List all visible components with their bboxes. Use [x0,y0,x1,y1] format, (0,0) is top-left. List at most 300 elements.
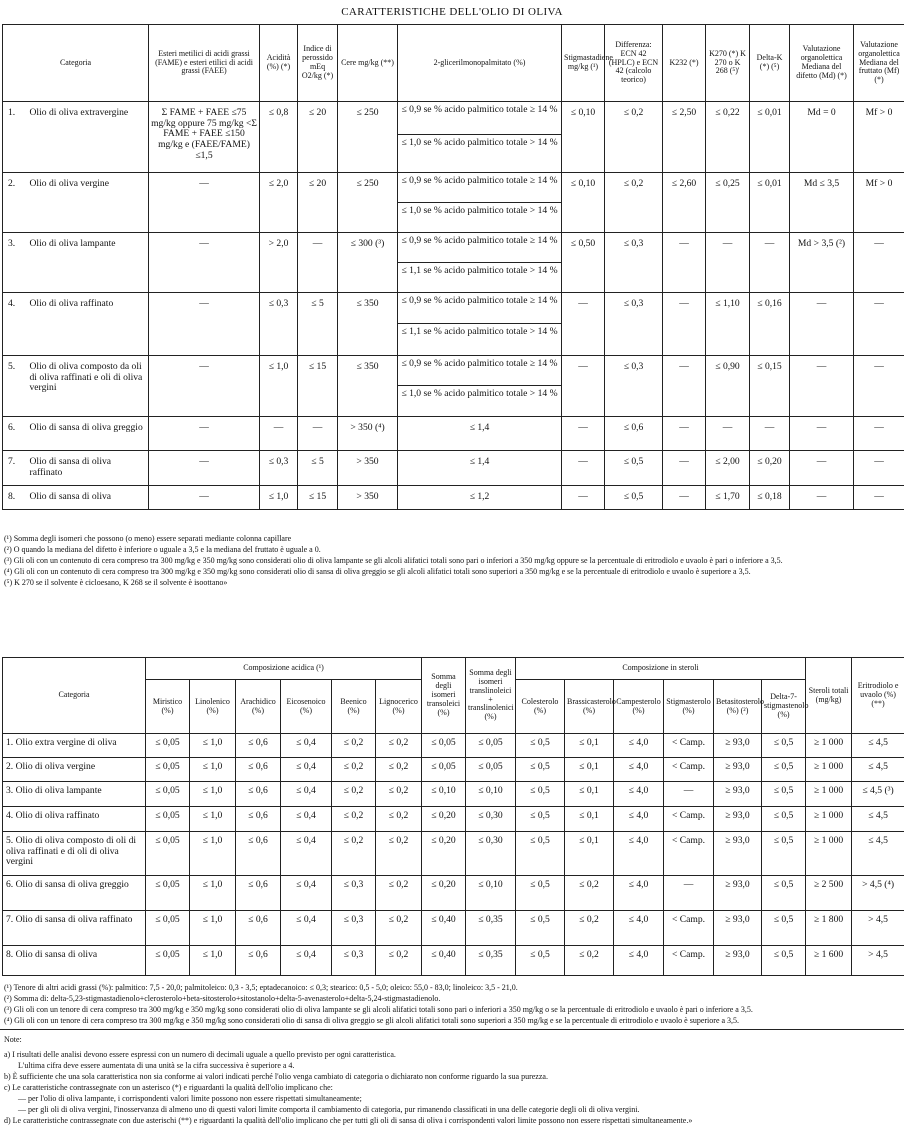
cell-stigmastadiene: ≤ 0,10 [562,102,605,173]
table-cell: ≤ 0,1 [565,807,614,832]
cell-stigmastadiene: ≤ 0,50 [562,233,605,293]
table-cell: ≤ 0,6 [236,911,281,946]
sterol-acid-composition-table [2,657,904,976]
cell-k270: — [706,417,750,451]
header-beenico: Beenico (%) [332,680,376,734]
cell-md: — [790,451,854,486]
table-cell: ≥ 2 500 [806,876,852,911]
header-lignocerico: Lignocerico (%) [376,680,422,734]
footnote: (¹) Somma degli isomeri che possono (o meno) essere separati mediante colonna capillare [4,534,292,543]
table-cell: ≤ 0,05 [146,876,190,911]
table-cell: ≤ 0,05 [146,946,190,976]
table-cell: ≤ 0,20 [422,807,466,832]
cell-cere: > 350 [338,486,398,510]
cell-palmitato: ≤ 1,2 [398,486,562,510]
table-cell: ≤ 0,1 [565,734,614,758]
table-cell: ≤ 0,5 [762,758,806,782]
table-cell: ≤ 0,4 [281,734,332,758]
row-category: Olio di oliva composto da oli di oliva raffinati e oli di oliva vergini [27,356,149,417]
table-cell: ≤ 0,4 [281,946,332,976]
cell-deltak: ≤ 0,01 [750,102,790,173]
cell-acidita: > 2,0 [260,233,298,293]
table-cell: ≤ 0,2 [376,946,422,976]
header-k232: K232 (*) [663,25,706,102]
cell-md: Md ≤ 3,5 [790,173,854,233]
table-cell: ≤ 0,2 [376,876,422,911]
table-cell: ≤ 0,5 [762,734,806,758]
table-cell: ≤ 0,2 [376,734,422,758]
table1-footnotes [4,533,904,588]
table-cell: ≤ 0,5 [516,782,565,807]
table-cell: ≤ 0,40 [422,911,466,946]
header-acidita: Acidità (%) (*) [260,25,298,102]
table-cell: ≥ 1 000 [806,832,852,876]
header-transoleici: Somma degli isomeri transoleici (%) [422,658,466,734]
table-cell: ≤ 0,6 [236,758,281,782]
header-ecn: Differenza: ECN 42 (HPLC) e ECN 42 (calcolo teorico) [605,25,663,102]
header-md: Valutazione organolettica Mediana del difetto (Md) (*) [790,25,854,102]
cell-md: — [790,486,854,510]
row-category: Olio di oliva lampante [27,233,149,293]
cell-stigmastadiene: — [562,486,605,510]
header-linolenico: Linolenico (%) [190,680,236,734]
table-cell: ≥ 1 800 [806,911,852,946]
cell-k270: ≤ 1,70 [706,486,750,510]
cell-k270: ≤ 0,90 [706,356,750,417]
table-cell: ≤ 0,05 [146,734,190,758]
cell-k270: ≤ 0,25 [706,173,750,233]
header-sterol-group: Composizione in steroli [516,658,806,680]
note-item: — per gli oli di oliva vergini, l'inosservanza di almeno uno di questi valori limite comporta il cambiamento di categoria, pur rimanendo classificati in una delle categorie degli oli di oliva vergini. [18,1105,640,1114]
table-cell: ≤ 0,5 [516,876,565,911]
table-cell: ≤ 0,5 [516,758,565,782]
cell-ecn: ≤ 0,5 [605,486,663,510]
table-cell: ≥ 1 000 [806,782,852,807]
cell-fame: — [149,486,260,510]
table-cell: ≤ 1,0 [190,946,236,976]
table-cell: ≤ 1,0 [190,807,236,832]
table-cell: ≤ 0,05 [146,911,190,946]
row-category: Olio di oliva vergine [27,173,149,233]
cell-mf: — [854,233,904,293]
cell-ecn: ≤ 0,5 [605,451,663,486]
cell-acidita: ≤ 1,0 [260,356,298,417]
row-category: Olio di sansa di oliva [27,486,149,510]
table-cell: ≤ 4,0 [614,734,664,758]
cell-md: — [790,417,854,451]
table-cell: ≤ 0,2 [376,758,422,782]
table-cell: ≤ 0,20 [422,876,466,911]
cell-stigmastadiene: — [562,356,605,417]
table-cell: ≤ 0,1 [565,758,614,782]
footnote: (¹) Tenore di altri acidi grassi (%): palmitico: 7,5 - 20,0; palmitoleico: 0,3 - 3,5; eptadecanoico: ≤ 0,3; stearico: 0,5 - 5,0; oleico: 55,0 - 83,0; linoleico: 3,5 - 21,0. [4,983,518,992]
cell-palmitato: ≤ 0,9 se % acido palmitico totale ≥ 14 % [398,233,562,263]
table-cell: ≤ 0,2 [332,734,376,758]
table-cell: ≤ 4,0 [614,832,664,876]
header-translinoleici: Somma degli isomeri translinoleici + translinolenici (%) [466,658,516,734]
row-category: 8. Olio di sansa di oliva [3,946,146,976]
table-cell: ≥ 1 000 [806,734,852,758]
table-cell: ≤ 0,6 [236,832,281,876]
cell-k270: ≤ 0,22 [706,102,750,173]
cell-palmitato: ≤ 1,0 se % acido palmitico totale > 14 % [398,203,562,233]
cell-k232: — [663,417,706,451]
cell-deltak: — [750,233,790,293]
cell-fame: — [149,293,260,356]
cell-perossidi: ≤ 20 [298,102,338,173]
table-cell: ≤ 4,0 [614,946,664,976]
table-cell: ≤ 0,5 [516,832,565,876]
row-number: 7. [3,451,27,486]
table-cell: ≤ 0,3 [332,876,376,911]
table-cell: ≥ 1 000 [806,758,852,782]
cell-perossidi: ≤ 5 [298,451,338,486]
table-row [3,876,904,911]
cell-k232: — [663,233,706,293]
footnote: (⁵) K 270 se il solvente è cicloesano, K 268 se il solvente è isoottano» [4,578,228,587]
cell-k232: ≤ 2,60 [663,173,706,233]
cell-perossidi: ≤ 5 [298,293,338,356]
cell-md: — [790,356,854,417]
cell-ecn: ≤ 0,3 [605,293,663,356]
table-cell: ≤ 0,2 [332,758,376,782]
table-cell: ≤ 0,4 [281,758,332,782]
note-item: a) I risultati delle analisi devono essere espressi con un numero di decimali uguale a quello previsto per ogni caratteristica. [4,1050,396,1059]
table-cell: ≥ 93,0 [714,734,762,758]
table-cell: ≥ 93,0 [714,946,762,976]
divider [0,1029,904,1030]
table-cell: ≤ 0,2 [565,876,614,911]
table-row [3,734,904,758]
cell-ecn: ≤ 0,6 [605,417,663,451]
header-k270: K270 (*) K 270 o K 268 (⁵)' [706,25,750,102]
cell-palmitato: ≤ 1,1 se % acido palmitico totale > 14 % [398,324,562,356]
table-cell: ≤ 0,5 [762,832,806,876]
cell-palmitato: ≤ 1,4 [398,417,562,451]
cell-cere: ≤ 250 [338,102,398,173]
header-steroli-totali: Steroli totali (mg/kg) [806,658,852,734]
table-cell: ≥ 1 600 [806,946,852,976]
cell-fame: — [149,356,260,417]
footnote: (³) Gli oli con un contenuto di cera compreso tra 300 mg/kg e 350 mg/kg sono considerati olio di oliva lampante se gli alcoli alifatici totali sono pari o inferiori a 350 mg/kg oppure se la percentuale di eritrodiolo e uvaolo è pari o inferiore a 3,5. [4,556,783,565]
table-cell: ≤ 0,05 [146,782,190,807]
footnote: (⁴) Gli oli con un tenore di cera compreso tra 300 mg/kg e 350 mg/kg sono considerati olio di sansa di oliva greggio se gli alcoli alifatici totali sono superiori a 350 mg/kg e se la percentuale di eritrodiolo e uvaolo è superiore a 3,5. [4,1016,740,1025]
row-category: 4. Olio di oliva raffinato [3,807,146,832]
table-cell: ≤ 0,05 [146,758,190,782]
header-fame: Esteri metilici di acidi grassi (FAME) e esteri etilici di acidi grassi (FAEE) [149,25,260,102]
table-cell: ≤ 0,2 [565,946,614,976]
table-cell: < Camp. [664,832,714,876]
table-cell: > 4,5 (⁴) [852,876,904,911]
row-number: 8. [3,486,27,510]
cell-perossidi: ≤ 15 [298,356,338,417]
table-cell: > 4,5 [852,946,904,976]
cell-acidita: ≤ 1,0 [260,486,298,510]
table-cell: ≤ 0,5 [516,807,565,832]
cell-stigmastadiene: ≤ 0,10 [562,173,605,233]
table-cell: ≤ 0,4 [281,832,332,876]
row-number: 2. [3,173,27,233]
row-category: 3. Olio di oliva lampante [3,782,146,807]
cell-md: Md = 0 [790,102,854,173]
table-cell: ≤ 0,5 [516,946,565,976]
table-cell: ≤ 1,0 [190,782,236,807]
header-deltak: Delta-K (*) (⁵) [750,25,790,102]
table-cell: ≤ 0,3 [332,946,376,976]
table-cell: ≤ 0,4 [281,911,332,946]
cell-k270: ≤ 2,00 [706,451,750,486]
table-cell: ≥ 93,0 [714,782,762,807]
cell-k232: — [663,356,706,417]
table-cell: ≤ 4,0 [614,911,664,946]
table-cell: ≤ 0,2 [376,782,422,807]
cell-deltak: ≤ 0,16 [750,293,790,356]
table-cell: ≤ 0,6 [236,782,281,807]
cell-perossidi: — [298,233,338,293]
cell-k270: — [706,233,750,293]
note-item: — per l'olio di oliva lampante, i corrispondenti valori limite possono non essere rispettati simultaneamente; [18,1094,362,1103]
table-cell: ≤ 0,30 [466,832,516,876]
table-cell: ≤ 4,0 [614,758,664,782]
cell-deltak: ≤ 0,20 [750,451,790,486]
table-cell: ≥ 93,0 [714,807,762,832]
table-cell: ≤ 0,10 [466,876,516,911]
cell-k270: ≤ 1,10 [706,293,750,356]
cell-acidita: — [260,417,298,451]
cell-cere: ≤ 300 (³) [338,233,398,293]
row-category: 2. Olio di oliva vergine [3,758,146,782]
table-cell: ≤ 0,05 [466,758,516,782]
table-cell: ≤ 4,5 [852,832,904,876]
table-cell: ≤ 1,0 [190,832,236,876]
table-cell: ≤ 0,5 [516,911,565,946]
cell-cere: ≤ 350 [338,356,398,417]
table-cell: ≤ 0,05 [422,734,466,758]
row-category: 6. Olio di sansa di oliva greggio [3,876,146,911]
cell-acidita: ≤ 0,3 [260,451,298,486]
footnote: (²) Somma di: delta-5,23-stigmastadienolo+clerosterolo+beta-sitosterolo+sitostanolo+delta-5-avenasterolo+delta-5,24-stigmastadienolo. [4,994,441,1003]
row-category: Olio di sansa di oliva greggio [27,417,149,451]
row-category: 5. Olio di oliva composto di oli di oliva raffinati e di oli di oliva vergini [3,832,146,876]
table-cell: ≤ 0,05 [146,807,190,832]
olive-oil-characteristics-table [2,24,904,510]
cell-ecn: ≤ 0,2 [605,173,663,233]
table-cell: < Camp. [664,734,714,758]
cell-cere: ≤ 250 [338,173,398,233]
cell-perossidi: ≤ 15 [298,486,338,510]
table-cell: ≤ 0,05 [422,758,466,782]
cell-k232: — [663,293,706,356]
cell-deltak: ≤ 0,15 [750,356,790,417]
table-cell: ≤ 0,35 [466,946,516,976]
table-cell: ≤ 0,30 [466,807,516,832]
header-delta7: Delta-7-stigmastenolo (%) [762,680,806,734]
row-number: 6. [3,417,27,451]
cell-mf: — [854,451,904,486]
table-cell: ≤ 0,6 [236,876,281,911]
table-cell: ≤ 0,05 [146,832,190,876]
table-row [3,832,904,876]
cell-mf: Mf > 0 [854,173,904,233]
header-stigmasterolo: Stigmasterolo (%) [664,680,714,734]
cell-palmitato: ≤ 0,9 se % acido palmitico totale ≥ 14 % [398,356,562,386]
cell-palmitato: ≤ 0,9 se % acido palmitico totale ≥ 14 % [398,293,562,324]
footnote: (⁴) Gli oli con un contenuto di cera compreso tra 300 mg/kg e 350 mg/kg sono considerati olio di sansa di oliva greggio se gli alcoli alifatici totali sono superiori a 350 mg/kg e se la percentuale di eritrodiolo e uvaolo è superiore a 3,5. [4,567,751,576]
table-cell: ≤ 0,6 [236,946,281,976]
table-row [3,807,904,832]
table-cell: < Camp. [664,911,714,946]
cell-fame: — [149,451,260,486]
cell-mf: — [854,293,904,356]
table-cell: ≥ 93,0 [714,758,762,782]
row-category: 1. Olio extra vergine di oliva [3,734,146,758]
table-cell: ≤ 1,0 [190,734,236,758]
table-cell: ≤ 0,2 [332,807,376,832]
table-cell: ≤ 0,2 [376,807,422,832]
row-number: 1. [3,102,27,173]
cell-stigmastadiene: — [562,417,605,451]
table-cell: ≤ 0,5 [516,734,565,758]
cell-k232: — [663,486,706,510]
cell-fame: — [149,233,260,293]
row-category: Olio di sansa di oliva raffinato [27,451,149,486]
cell-deltak: ≤ 0,18 [750,486,790,510]
table-cell: ≤ 0,5 [762,946,806,976]
table-cell: ≤ 0,35 [466,911,516,946]
table-cell: ≤ 0,2 [332,782,376,807]
table-cell: ≤ 0,2 [376,911,422,946]
header-categoria: Categoria [3,25,149,102]
row-number: 5. [3,356,27,417]
table-cell: ≤ 0,5 [762,807,806,832]
general-notes [4,1034,904,1126]
cell-acidita: ≤ 0,3 [260,293,298,356]
header-categoria: Categoria [3,658,146,734]
table-cell: < Camp. [664,807,714,832]
header-eritrodiolo: Eritrodiolo e uvaolo (%) (**) [852,658,904,734]
header-brassicasterolo: Brassicasterolo (%) [565,680,614,734]
table2-footnotes [4,982,904,1026]
header-eicosenoico: Eicosenoico (%) [281,680,332,734]
cell-fame: — [149,417,260,451]
table-cell: ≤ 0,10 [466,782,516,807]
cell-fame: — [149,173,260,233]
table-row [3,758,904,782]
header-perossidi: Indice di perossido mEq O2/kg (*) [298,25,338,102]
table-cell: ≤ 0,4 [281,782,332,807]
table-cell: ≤ 4,0 [614,876,664,911]
header-cere: Cere mg/kg (**) [338,25,398,102]
cell-palmitato: ≤ 1,0 se % acido palmitico totale > 14 % [398,386,562,417]
page-title: CARATTERISTICHE DELL'OLIO DI OLIVA [341,6,563,18]
cell-cere: > 350 (⁴) [338,417,398,451]
table-cell: ≤ 4,5 (³) [852,782,904,807]
table-cell: ≤ 4,5 [852,758,904,782]
cell-deltak: ≤ 0,01 [750,173,790,233]
cell-palmitato: ≤ 1,0 se % acido palmitico totale > 14 % [398,135,562,173]
table-cell: < Camp. [664,946,714,976]
table-cell: ≤ 0,05 [466,734,516,758]
table-cell: < Camp. [664,758,714,782]
cell-mf: Mf > 0 [854,102,904,173]
table-cell: ≤ 0,10 [422,782,466,807]
header-palmitato: 2-glicerilmonopalmitato (%) [398,25,562,102]
cell-palmitato: ≤ 0,9 se % acido palmitico totale ≥ 14 % [398,102,562,135]
cell-acidita: ≤ 0,8 [260,102,298,173]
header-campesterolo: Campesterolo (%) [614,680,664,734]
table-cell: ≤ 0,2 [332,832,376,876]
cell-deltak: — [750,417,790,451]
table-cell: ≤ 1,0 [190,758,236,782]
cell-ecn: ≤ 0,2 [605,102,663,173]
table-cell: ≤ 1,0 [190,911,236,946]
table-cell: ≥ 93,0 [714,832,762,876]
cell-palmitato: ≤ 0,9 se % acido palmitico totale ≥ 14 % [398,173,562,203]
table-row [3,782,904,807]
cell-palmitato: ≤ 1,1 se % acido palmitico totale > 14 % [398,263,562,293]
table-cell: ≤ 4,0 [614,807,664,832]
table-cell: ≤ 4,5 [852,807,904,832]
table-cell: ≤ 0,5 [762,911,806,946]
cell-cere: > 350 [338,451,398,486]
header-miristico: Miristico (%) [146,680,190,734]
cell-acidita: ≤ 2,0 [260,173,298,233]
row-number: 4. [3,293,27,356]
cell-mf: — [854,356,904,417]
header-arachidico: Arachidico (%) [236,680,281,734]
table-cell: ≤ 0,3 [332,911,376,946]
note-item: c) Le caratteristiche contrassegnate con un asterisco (*) e riguardanti la qualità dell'olio implicano che: [4,1083,333,1092]
table-cell: ≤ 0,1 [565,832,614,876]
table-cell: ≤ 0,4 [281,876,332,911]
table-cell: ≤ 0,40 [422,946,466,976]
note-item: d) Le caratteristiche contrassegnate con due asterischi (**) e riguardanti la qualità dell'olio implicano che per tutti gli oli di sansa di oliva i corrispondenti valori limite possono non essere rispettati simultaneamente.» [4,1116,693,1125]
row-category: Olio di oliva extravergine [27,102,149,173]
table-cell: — [664,782,714,807]
cell-md: — [790,293,854,356]
cell-perossidi: ≤ 20 [298,173,338,233]
cell-perossidi: — [298,417,338,451]
table-cell: ≤ 0,6 [236,807,281,832]
header-stigmastadiene: Stigmastadiene mg/kg (¹) [562,25,605,102]
table-cell: ≤ 1,0 [190,876,236,911]
table-cell: ≤ 4,0 [614,782,664,807]
cell-ecn: ≤ 0,3 [605,233,663,293]
table-cell: ≤ 4,5 [852,734,904,758]
cell-k232: ≤ 2,50 [663,102,706,173]
table-cell: ≤ 0,2 [376,832,422,876]
header-betasitosterolo: Betasitosterolo (%) (²) [714,680,762,734]
cell-md: Md > 3,5 (²) [790,233,854,293]
row-category: Olio di oliva raffinato [27,293,149,356]
table-cell: ≥ 1 000 [806,807,852,832]
cell-fame: Σ FAME + FAEE ≤75 mg/kg oppure 75 mg/kg <Σ FAME + FAEE ≤150 mg/kg e (FAEE/FAME) ≤1,5 [149,102,260,173]
cell-palmitato: ≤ 1,4 [398,451,562,486]
row-category: 7. Olio di sansa di oliva raffinato [3,911,146,946]
footnote: (³) Gli oli con un tenore di cera compreso tra 300 mg/kg e 350 mg/kg sono considerati olio di oliva lampante se gli alcoli alifatici totali sono pari o inferiori a 350 mg/kg o se la percentuale di eritrodiolo e uvaolo è pari o inferiore a 3,5. [4,1005,753,1014]
table-cell: ≤ 0,5 [762,782,806,807]
table-cell: ≤ 0,4 [281,807,332,832]
table-cell: ≥ 93,0 [714,876,762,911]
table-row [3,911,904,946]
table-cell: > 4,5 [852,911,904,946]
table-cell: ≥ 93,0 [714,911,762,946]
footnote: (²) O quando la mediana del difetto è inferiore o uguale a 3,5 e la mediana del fruttato è uguale a 0. [4,545,321,554]
cell-cere: ≤ 350 [338,293,398,356]
table-cell: ≤ 0,20 [422,832,466,876]
cell-mf: — [854,486,904,510]
header-colesterolo: Colesterolo (%) [516,680,565,734]
